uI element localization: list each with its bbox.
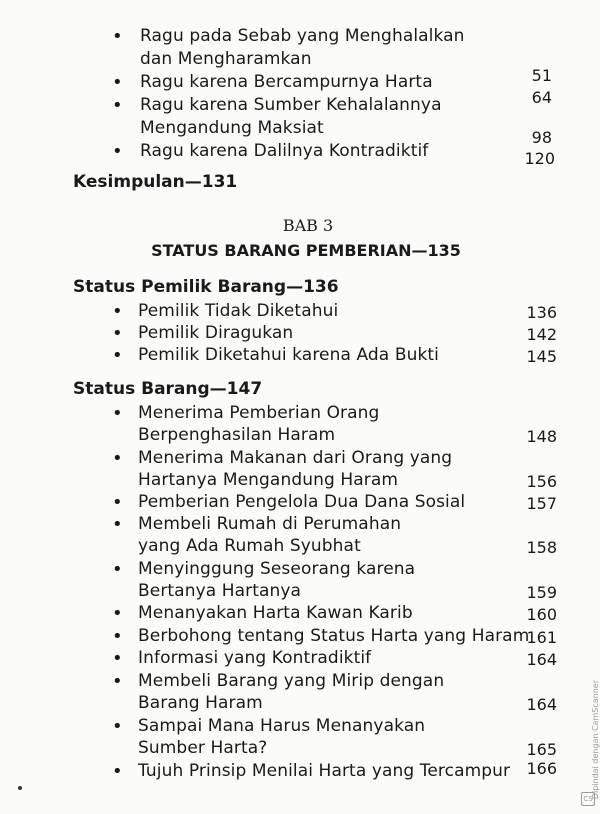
page-number: 159 [526, 583, 557, 602]
bullet-icon: • [112, 761, 123, 782]
page-number: 157 [526, 494, 557, 513]
camscanner-watermark: Dipindai dengan CamScanner [591, 680, 600, 800]
toc-entry-line: Sumber Harta? [138, 738, 268, 758]
toc-entry-line: Ragu karena Dalilnya Kontradiktif [140, 141, 429, 161]
camscanner-logo-icon: CS [581, 792, 595, 806]
chapter-label: BAB 3 [282, 216, 334, 235]
toc-entry-line: Sampai Mana Harus Menanyakan [138, 716, 426, 736]
toc-entry-line: Bertanya Hartanya [138, 581, 302, 601]
toc-entry-line: Pemberian Pengelola Dua Dana Sosial [138, 492, 466, 512]
toc-entry-line: Barang Haram [138, 693, 263, 713]
page-number: 166 [526, 759, 557, 778]
scan-speck [18, 786, 22, 790]
bullet-icon: • [112, 403, 123, 424]
toc-entry-line: Mengandung Maksiat [140, 118, 324, 138]
toc-entry-line: Pemilik Tidak Diketahui [138, 301, 339, 321]
toc-entry-line: Ragu pada Sebab yang Menghalalkan [140, 26, 465, 46]
page-number: 148 [526, 427, 557, 446]
toc-entry-line: Ragu karena Sumber Kehalalannya [140, 95, 442, 115]
toc-entry-line: Membeli Rumah di Perumahan [138, 514, 402, 534]
page-number: 164 [526, 650, 557, 669]
bullet-icon: • [112, 626, 123, 647]
bullet-icon: • [112, 301, 123, 322]
chapter-title: STATUS BARANG PEMBERIAN—135 [151, 241, 461, 260]
bullet-icon: • [112, 345, 123, 366]
toc-entry-line: Informasi yang Kontradiktif [138, 648, 372, 668]
bullet-icon: • [112, 323, 123, 344]
toc-entry-line: Pemilik Diketahui karena Ada Bukti [138, 345, 439, 365]
page-number: 164 [526, 695, 557, 714]
toc-entry-line: Tujuh Prinsip Menilai Harta yang Tercampur [138, 761, 511, 781]
bullet-icon: • [112, 72, 123, 93]
toc-entry-line: Membeli Barang yang Mirip dengan [138, 671, 445, 691]
page-number: 51 [531, 66, 552, 85]
bullet-icon: • [112, 716, 123, 737]
toc-entry-line: Hartanya Mengandung Haram [138, 470, 399, 490]
page-number: 158 [526, 538, 557, 557]
bullet-icon: • [112, 141, 123, 162]
toc-entry-line: Berpenghasilan Haram [138, 425, 336, 445]
bullet-icon: • [112, 648, 123, 669]
toc-entry-line: dan Mengharamkan [140, 49, 312, 69]
page-number: 165 [526, 740, 557, 759]
page-number: 136 [526, 303, 557, 322]
page-number: 160 [526, 605, 557, 624]
bullet-icon: • [112, 448, 123, 469]
bullet-icon: • [112, 514, 123, 535]
toc-entry-line: Ragu karena Bercampurnya Harta [140, 72, 433, 92]
section-heading: Status Barang—147 [73, 379, 263, 399]
toc-entry-line: Menerima Makanan dari Orang yang [138, 448, 453, 468]
toc-entry-line: yang Ada Rumah Syubhat [138, 536, 361, 556]
page-number: 120 [524, 149, 555, 168]
page-number: 145 [526, 347, 557, 366]
bullet-icon: • [112, 95, 123, 116]
page-number: 156 [526, 472, 557, 491]
page-number: 64 [531, 88, 552, 107]
toc-entry-line: Berbohong tentang Status Harta yang Haram [138, 626, 530, 646]
bullet-icon: • [112, 559, 123, 580]
bullet-icon: • [112, 671, 123, 692]
toc-heading-kesimpulan: Kesimpulan—131 [73, 172, 238, 192]
page-number: 98 [531, 128, 552, 147]
page-number: 142 [526, 325, 557, 344]
toc-entry-line: Menyinggung Seseorang karena [138, 559, 416, 579]
toc-entry-line: Menanyakan Harta Kawan Karib [138, 603, 413, 623]
toc-entry-line: Pemilik Diragukan [138, 323, 294, 343]
toc-entry-line: Menerima Pemberian Orang [138, 403, 380, 423]
bullet-icon: • [112, 492, 123, 513]
bullet-icon: • [112, 26, 123, 47]
section-heading: Status Pemilik Barang—136 [73, 277, 339, 297]
bullet-icon: • [112, 603, 123, 624]
page-number: 161 [526, 628, 557, 647]
